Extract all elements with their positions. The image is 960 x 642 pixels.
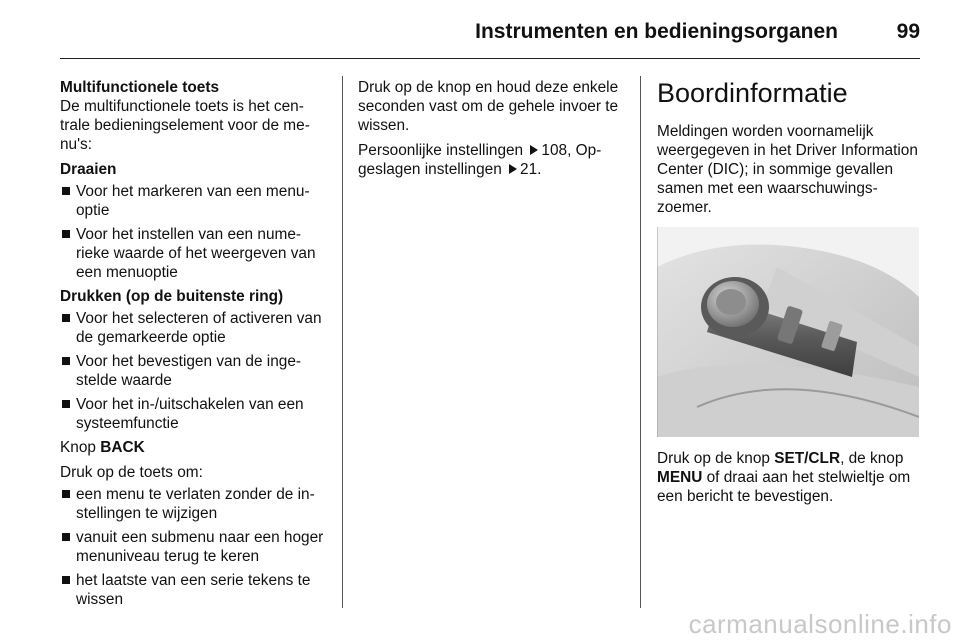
caption-suffix: of draai aan het stelwieltje om een bericht te bevestigen.	[657, 469, 911, 505]
column-1	[60, 78, 328, 614]
column-divider-2	[640, 76, 641, 608]
boordinformatie-intro: Meldingen worden voornamelijk weergegeven in het Driver Information Center (DIC); in sommige gevallen samen met een waarschuwingszoemer.	[657, 123, 918, 216]
caption-mid: , de knop	[840, 450, 904, 467]
photo-caption	[657, 449, 923, 506]
list-item: Voor het in-/uitschakelen van een systeemfunctie	[60, 395, 328, 433]
page-title: Instrumenten en bedieningsorganen	[475, 20, 838, 43]
back-button-name: BACK	[100, 439, 145, 456]
intro-paragraph: De multifunctionele toets is het centrale bedieningselement voor de menu's:	[60, 98, 310, 153]
drukken-list	[60, 309, 328, 433]
section-heading-boordinformatie: Boordinformatie	[657, 78, 848, 108]
list-item: een menu te verlaten zonder de instellingen te wijzigen	[60, 485, 328, 523]
drukken-label: Drukken (op de buitenste ring)	[60, 288, 284, 305]
list-item: Voor het bevestigen van de ingestelde waarde	[60, 352, 328, 390]
druk-intro: Druk op de toets om:	[60, 464, 203, 481]
reference-prefix: Persoonlijke instellingen	[358, 142, 524, 159]
reference-paragraph	[358, 141, 626, 179]
header-divider	[60, 58, 920, 59]
column-2	[358, 78, 626, 185]
triangle-right-icon	[530, 145, 538, 155]
draaien-list	[60, 182, 328, 282]
list-item: het laatste van een serie tekens te wissen	[60, 571, 328, 609]
back-list	[60, 485, 328, 609]
reference-2: 21.	[520, 161, 542, 178]
clear-paragraph: Druk op de knop en houd deze enkele seconden vast om de gehele invoer te wissen.	[358, 79, 619, 134]
section-heading: Multifunctionele toets	[60, 79, 220, 96]
steering-stalk-photo	[657, 227, 919, 437]
caption-prefix: Druk op de knop	[657, 450, 770, 467]
list-item: Voor het selecteren of activeren van de gemarkeerde optie	[60, 309, 328, 347]
watermark: carmanualsonline.info	[688, 609, 952, 639]
menu-label: MENU	[657, 469, 703, 486]
column-divider-1	[342, 76, 343, 608]
page-number: 99	[896, 20, 920, 43]
set-clr-label: SET/CLR	[774, 450, 841, 467]
list-item: vanuit een submenu naar een hoger menuniveau terug te keren	[60, 528, 328, 566]
list-item: Voor het markeren van een menuoptie	[60, 182, 328, 220]
reference-1: 108, Opgeslagen instellingen	[358, 142, 602, 178]
list-item: Voor het instellen van een numerieke waarde of het weergeven van een menuoptie	[60, 225, 328, 282]
triangle-right-icon	[509, 164, 517, 174]
page-header	[0, 0, 960, 60]
knop-prefix: Knop	[60, 439, 96, 456]
column-3	[657, 78, 923, 512]
draaien-label: Draaien	[60, 161, 117, 178]
knop-line	[60, 438, 328, 457]
